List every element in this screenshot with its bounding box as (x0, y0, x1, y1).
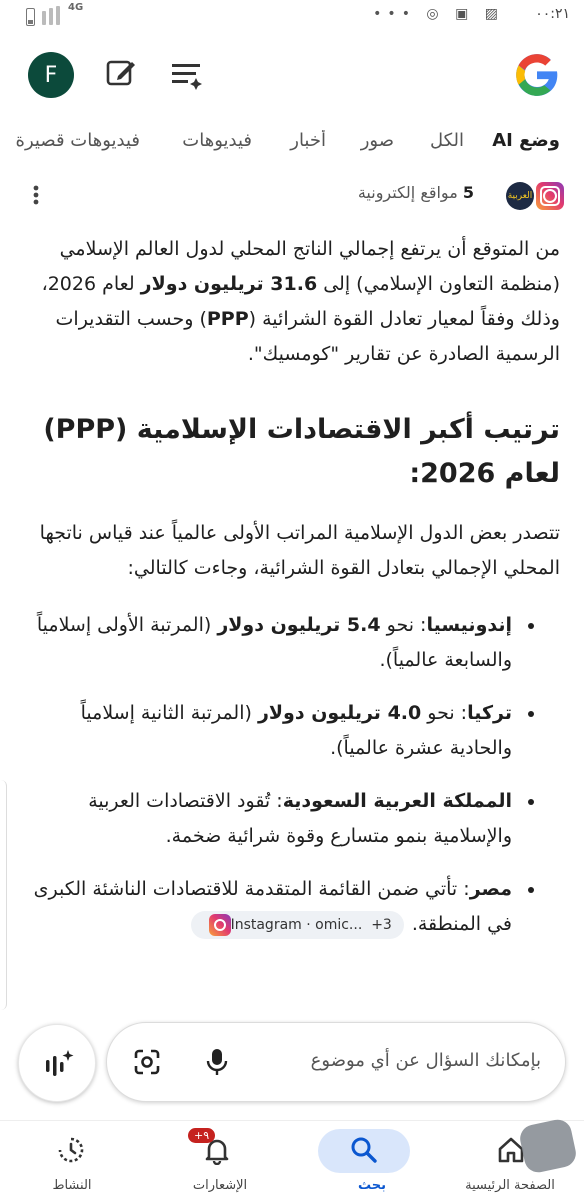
nav-search[interactable] (302, 1121, 442, 1201)
intro-total: 31.6 تريليون دولار (140, 273, 318, 295)
tab-news[interactable]: أخبار (290, 130, 326, 151)
gallery-icon: ▣ (455, 6, 475, 22)
avatar-letter: F (44, 62, 58, 88)
search-placeholder: بإمكانك السؤال عن أي موضوع (310, 1050, 541, 1071)
nav-activity[interactable] (2, 1121, 142, 1201)
list-item (20, 608, 516, 678)
ai-answer (20, 232, 560, 960)
network-type: 4G (68, 2, 84, 13)
intro-text: ) وحسب التقديرات الرسمية الصادرة عن تقارير "كومسيك". (55, 308, 560, 365)
nav-search-label: بحث (357, 1178, 386, 1193)
tab-short-videos[interactable]: فيديوهات قصيرة (15, 130, 140, 151)
country-name: تركيا (467, 702, 512, 724)
search-tabs (0, 130, 584, 170)
edit-icon[interactable] (104, 56, 138, 90)
vpn-icon: ◎ (426, 6, 445, 22)
country-value: 5.4 تريليون دولار (217, 614, 381, 636)
country-name: مصر (469, 878, 512, 900)
bottom-navigation (0, 1120, 584, 1201)
sources-count[interactable] (358, 183, 474, 202)
list-item (20, 696, 516, 766)
source-chip[interactable] (191, 911, 404, 939)
google-lens-icon[interactable] (133, 1048, 161, 1076)
notification-icons (373, 6, 504, 22)
intro-text: لعام 2026، وذلك وفقاً لمعيار تعادل القوة الشرائية ( (41, 273, 560, 330)
country-value: 4.0 تريليون دولار (257, 702, 422, 724)
battery-icon (26, 8, 35, 26)
voice-live-button[interactable] (18, 1024, 96, 1102)
economies-list (20, 608, 560, 942)
search-input[interactable] (106, 1022, 566, 1102)
filter-list-icon[interactable] (170, 58, 204, 90)
item-sep: : نحو (421, 702, 468, 724)
microphone-icon[interactable] (205, 1047, 229, 1077)
intro-paragraph (20, 232, 560, 372)
logo-text: العربية (507, 191, 533, 201)
item-sep: : (270, 790, 283, 812)
nav-activity-label: النشاط (52, 1178, 92, 1193)
status-bar (0, 0, 584, 34)
instagram-icon[interactable] (536, 182, 564, 210)
item-text: تُقود الاقتصادات العربية والإسلامية بنمو متسارع وقوة شرائية ضخمة. (88, 790, 512, 847)
intro-text: من المتوقع أن يرتفع إجمالي الناتج المحلي لدول العالم الإسلامي (منظمة التعاون الإسلامي) إلى (59, 238, 560, 295)
google-logo[interactable] (512, 50, 562, 100)
signal-bar-icon (56, 6, 60, 25)
alarabiya-logo[interactable] (506, 182, 534, 210)
country-name: المملكة العربية السعودية (282, 790, 512, 812)
list-item (20, 872, 516, 942)
clock: ٠٠:٢١ (535, 6, 570, 22)
section-heading: ترتيب أكبر الاقتصادات الإسلامية (PPP) لعام 2026: (43, 414, 560, 489)
side-panel-handle[interactable] (0, 780, 7, 1010)
tab-videos[interactable]: فيديوهات (182, 130, 252, 151)
notification-badge: +٩ (188, 1128, 215, 1143)
tab-all[interactable]: الكل (429, 130, 464, 151)
item-sep: : (457, 878, 470, 900)
sparkle-audio-icon (38, 1044, 78, 1084)
chip-more: +3 (371, 916, 392, 933)
more-vert-icon[interactable] (26, 184, 46, 206)
nav-notifications[interactable] (150, 1121, 290, 1201)
nav-notifications-label: الإشعارات (192, 1178, 248, 1193)
signal-bar-icon (49, 8, 53, 25)
sources-number: 5 (462, 183, 474, 202)
search-icon (349, 1135, 379, 1165)
item-sep: : نحو (380, 614, 427, 636)
section-paragraph: تتصدر بعض الدول الإسلامية المراتب الأولى عالمياً عند قياس ناتجها المحلي الإجمالي بتعادل القوة الشرائية، وجاءت كالتالي: (39, 522, 560, 579)
item-text: (المرتبة الأولى إسلامياً والسابعة عالمياً). (36, 614, 512, 671)
activity-icon (56, 1135, 86, 1165)
more-dots: ••• (373, 6, 416, 22)
account-avatar[interactable] (28, 52, 74, 98)
signal-bar-icon (42, 11, 46, 25)
list-item (20, 784, 516, 854)
intro-ppp: PPP (206, 308, 249, 330)
image-icon: ▨ (484, 6, 504, 22)
nav-home-label: الصفحة الرئيسية (465, 1178, 555, 1193)
sources-label: مواقع إلكترونية (357, 183, 458, 202)
chip-text: Instagram · omic... (230, 916, 363, 933)
tab-images[interactable]: صور (360, 130, 394, 151)
tab-ai-mode[interactable]: وضع AI (492, 130, 560, 151)
item-text: (المرتبة الثانية إسلامياً والحادية عشرة عالمياً). (80, 702, 512, 759)
instagram-icon (209, 914, 231, 936)
country-name: إندونيسيا (426, 614, 512, 636)
item-text: تأتي ضمن القائمة المتقدمة للاقتصادات الناشئة الكبرى في المنطقة. (33, 878, 512, 935)
